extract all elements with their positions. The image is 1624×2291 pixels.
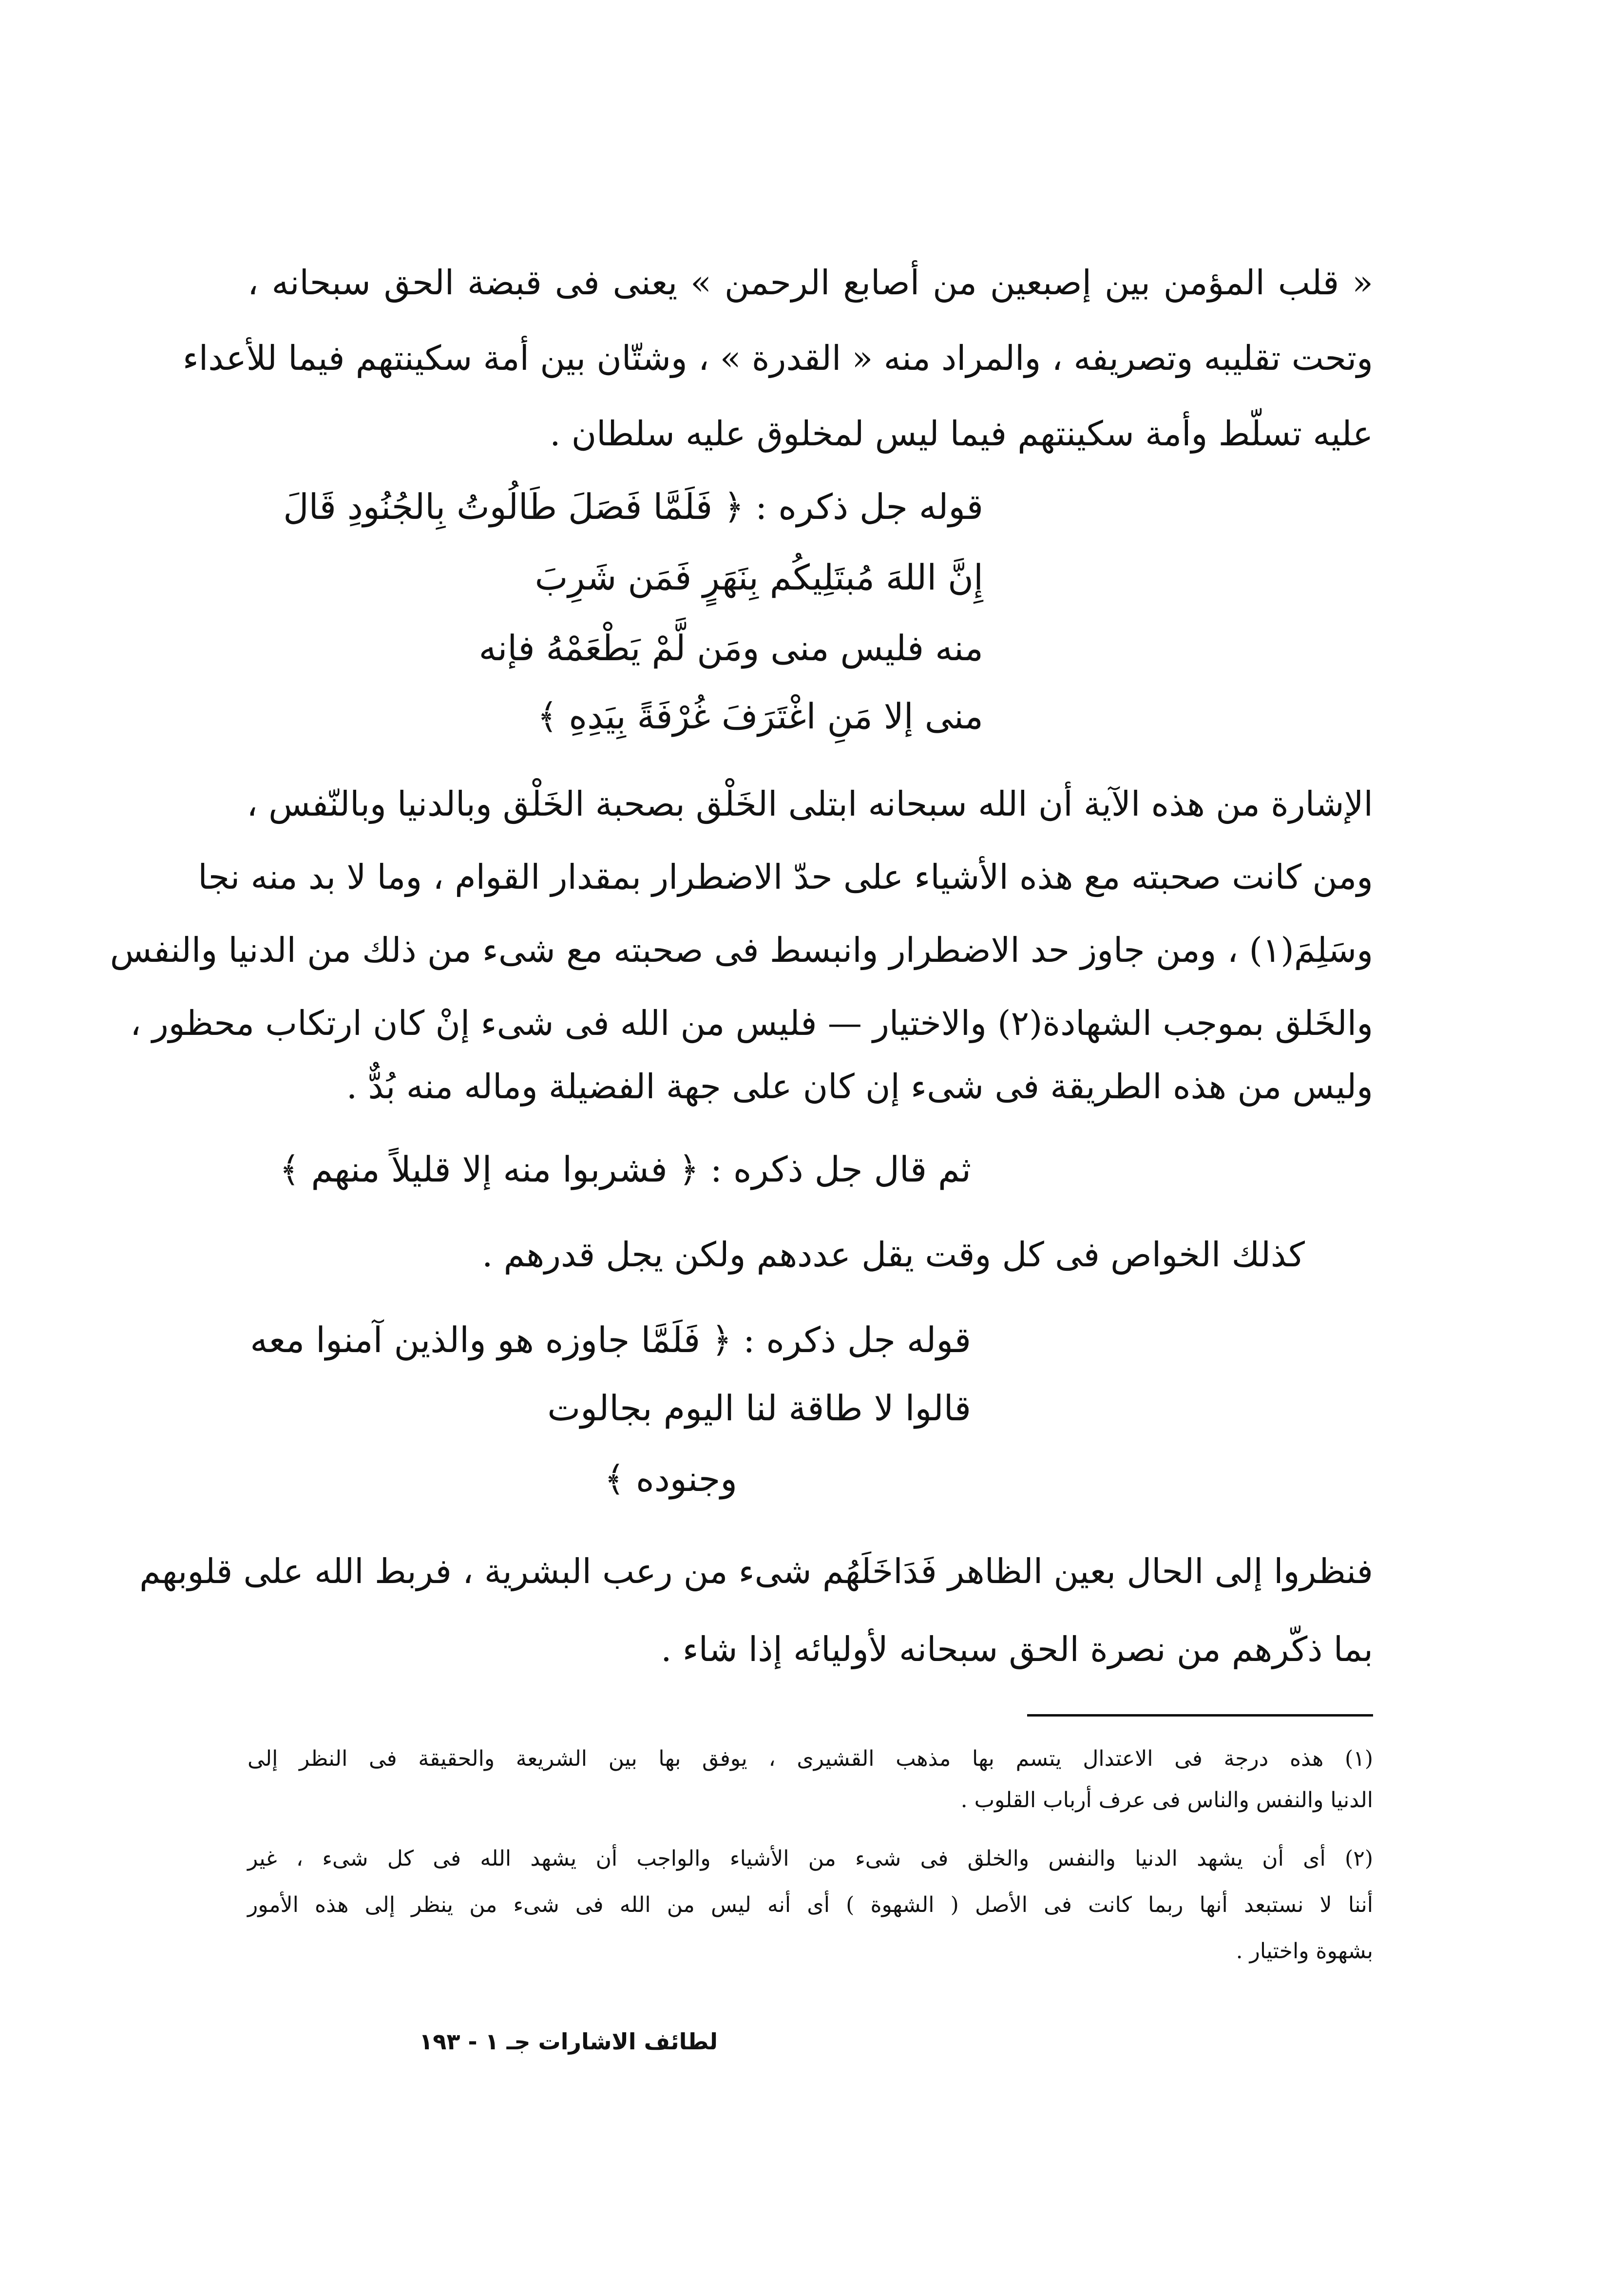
- page-footer-folio: لطائف الاشارات جـ ١ - ١٩٣: [419, 2028, 718, 2055]
- footnote-1-line-2: الدنيا والنفس والناس فى عرف أرباب القلوب .: [960, 1788, 1373, 1813]
- paragraph-2-line-1: الإشارة من هذه الآية أن الله سبحانه ابتلى الخَلْق بصحبة الخَلْق وبالدنيا وبالنّفس ،: [247, 784, 1373, 824]
- paragraph-2-line-5: وليس من هذه الطريقة فى شىء إن كان على جهة الفضيلة وماله منه بُدٌّ .: [346, 1067, 1373, 1107]
- paragraph-4-line-2: بما ذكّرهم من نصرة الحق سبحانه لأوليائه إذا شاء .: [661, 1629, 1373, 1669]
- verse-2: ثم قال جل ذكره : ﴿ فشربوا منه إلا قليلاً منهم ﴾: [279, 1149, 971, 1190]
- verse-1-line-2: إِنَّ اللهَ مُبتَلِيكُم بِنَهَرٍ فَمَن شَرِبَ: [535, 557, 983, 598]
- paragraph-1-line-1: « قلب المؤمن بين إصبعين من أصابع الرحمن » يعنى فى قبضة الحق سبحانه ،: [248, 263, 1373, 303]
- footnote-2-line-3: بشهوة واختيار .: [1236, 1939, 1373, 1964]
- footnote-2-line-2: أننا لا نستبعد أنها ربما كانت فى الأصل ( الشهوة ) أى أنه ليس من الله فى شىء من ينظر إلى هذه الأمور: [248, 1892, 1373, 1917]
- verse-1-line-4: منى إلا مَنِ اغْتَرَفَ غُرْفَةً بِيَدِهِ ﴾: [537, 696, 983, 737]
- verse-1-line-1: قوله جل ذكره : ﴿ فَلَمَّا فَصَلَ طَالُوتُ بِالجُنُودِ قَالَ: [283, 486, 983, 527]
- paragraph-2-line-4: والخَلق بموجب الشهادة(٢) والاختيار — فليس من الله فى شىء إنْ كان ارتكاب محظور ،: [130, 1003, 1373, 1043]
- footnote-1-line-1: (١) هذه درجة فى الاعتدال يتسم بها مذهب القشيرى ، يوفق بها بين الشريعة والحقيقة فى النظر إلى: [248, 1746, 1373, 1771]
- paragraph-1-line-2: وتحت تقليبه وتصريفه ، والمراد منه « القدرة » ، وشتّان بين أمة سكينتهم فيما للأعداء: [182, 338, 1373, 378]
- paragraph-2-line-2: ومن كانت صحبته مع هذه الأشياء على حدّ الاضطرار بمقدار القوام ، وما لا بد منه نجا: [198, 857, 1373, 897]
- paragraph-3: كذلك الخواص فى كل وقت يقل عددهم ولكن يجل قدرهم .: [482, 1235, 1305, 1275]
- footnote-rule: [1027, 1714, 1373, 1717]
- verse-3-line-1: قوله جل ذكره : ﴿ فَلَمَّا جاوزه هو والذين آمنوا معه: [250, 1319, 971, 1360]
- verse-1-line-3: منه فليس منى ومَن لَّمْ يَطْعَمْهُ فإنه: [478, 628, 983, 668]
- paragraph-1-line-3: عليه تسلّط وأمة سكينتهم فيما ليس لمخلوق عليه سلطان .: [550, 414, 1373, 454]
- footnote-2-line-1: (٢) أى أن يشهد الدنيا والنفس والخلق فى شىء من الأشياء والواجب أن يشهد الله فى كل شىء ، غير: [248, 1846, 1373, 1871]
- verse-3-line-3: وجنوده ﴾: [604, 1458, 737, 1499]
- verse-3-line-2: قالوا لا طاقة لنا اليوم بجالوت: [547, 1388, 971, 1429]
- paragraph-4-line-1: فنظروا إلى الحال بعين الظاهر فَدَاخَلَهُم شىء من رعب البشرية ، فربط الله على قلوبهم: [139, 1551, 1373, 1591]
- paragraph-2-line-3: وسَلِمَ(١) ، ومن جاوز حد الاضطرار وانبسط فى صحبته مع شىء من ذلك من الدنيا والنفس: [110, 930, 1373, 970]
